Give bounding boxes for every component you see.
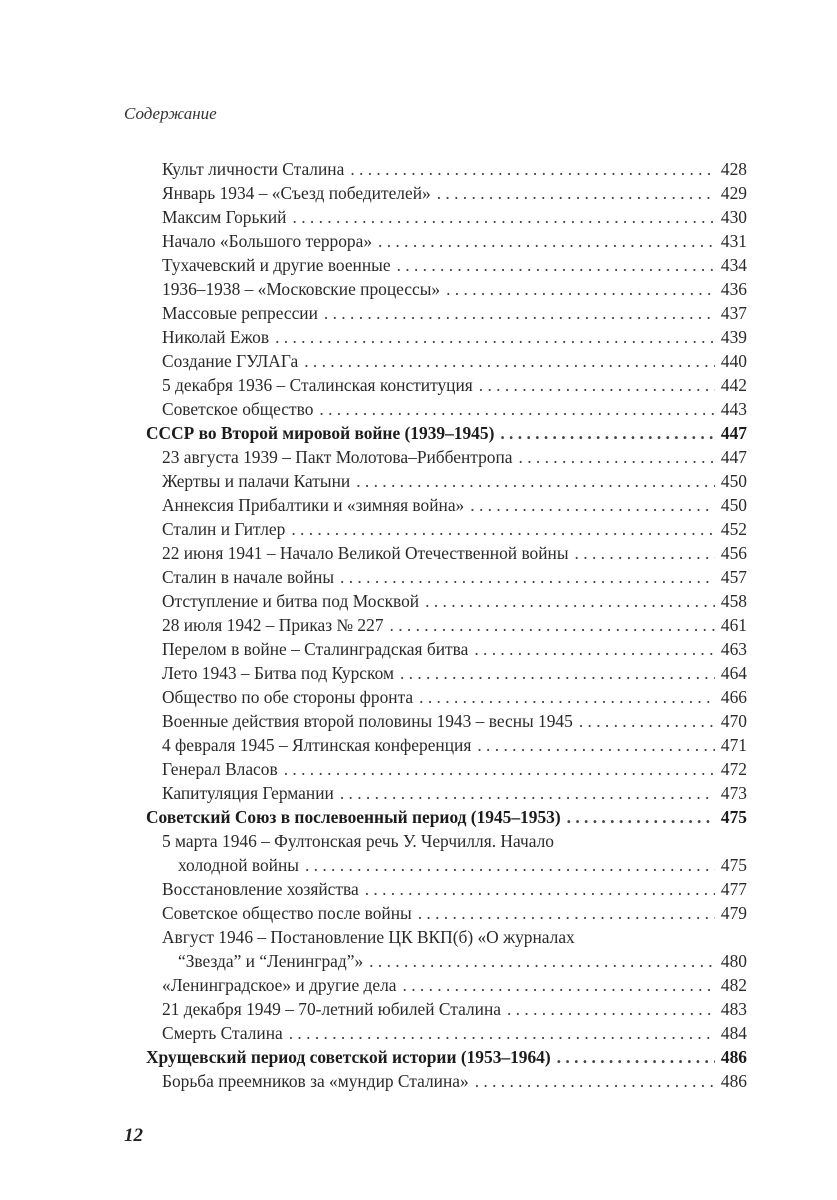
toc-entry-title: холодной войны [178, 855, 299, 875]
toc-entry-page: 479 [720, 903, 747, 923]
toc-entry-title: Советское общество после войны [162, 903, 412, 923]
toc-entry-title: Советское общество [162, 399, 314, 419]
toc-entry[interactable] [146, 181, 747, 205]
toc-entry[interactable] [146, 733, 747, 757]
toc-entry[interactable] [146, 949, 747, 973]
dot-leader [567, 805, 715, 829]
toc-entry-title: 21 декабря 1949 – 70-летний юбилей Сталина [162, 999, 501, 1019]
toc-entry[interactable] [146, 541, 747, 565]
toc-entry-page: 477 [720, 879, 747, 899]
toc-entry-title: Лето 1943 – Битва под Курском [162, 663, 394, 683]
dot-leader [477, 733, 715, 757]
dot-leader [291, 517, 715, 541]
toc-entry[interactable] [146, 325, 747, 349]
toc-entry[interactable] [146, 829, 747, 853]
toc-entry[interactable] [146, 445, 747, 469]
toc-entry-page: 480 [720, 951, 747, 971]
dot-leader [319, 397, 715, 421]
dot-leader [418, 901, 715, 925]
toc-entry[interactable] [146, 397, 747, 421]
toc-entry[interactable] [146, 709, 747, 733]
toc-entry-page: 440 [720, 351, 747, 371]
toc-entry-title: Советский Союз в послевоенный период (1945–1953) [146, 807, 561, 827]
toc-entry[interactable] [146, 901, 747, 925]
toc-entry-title: 5 марта 1946 – Фултонская речь У. Черчилля. Начало [162, 831, 554, 851]
dot-leader [397, 253, 715, 277]
toc-entry-title: Тухачевский и другие военные [162, 255, 391, 275]
toc-part-entry[interactable] [146, 421, 747, 445]
toc-entry-page: 472 [720, 759, 747, 779]
dot-leader [350, 157, 715, 181]
toc-entry[interactable] [146, 301, 747, 325]
toc-entry[interactable] [146, 781, 747, 805]
dot-leader [378, 229, 715, 253]
toc-entry-title: 1936–1938 – «Московские процессы» [162, 279, 441, 299]
toc-entry-title: «Ленинградское» и другие дела [162, 975, 397, 995]
toc-entry[interactable] [146, 637, 747, 661]
toc-entry-page: 475 [720, 807, 747, 827]
toc-entry-title: “Звезда” и “Ленинград”» [178, 951, 364, 971]
toc-entry[interactable] [146, 613, 747, 637]
dot-leader [403, 973, 716, 997]
toc-entry-page: 475 [720, 855, 747, 875]
toc-entry-title: Отступление и битва под Москвой [162, 591, 420, 611]
toc-entry-title: Восстановление хозяйства [162, 879, 359, 899]
toc-entry-title: Николай Ежов [162, 327, 270, 347]
dot-leader [365, 877, 715, 901]
toc-entry-title: Перелом в войне – Сталинградская битва [162, 639, 469, 659]
toc-entry[interactable] [146, 853, 747, 877]
page-number: 12 [124, 1125, 143, 1146]
toc-entry-title: Культ личности Сталина [162, 159, 345, 179]
toc-entry[interactable] [146, 589, 747, 613]
toc-entry-title: Август 1946 – Постановление ЦК ВКП(б) «О журналах [162, 927, 575, 947]
dot-leader [356, 469, 715, 493]
toc-entry[interactable] [146, 373, 747, 397]
toc-entry-title: Начало «Большого террора» [162, 231, 373, 251]
toc-entry-title: СССР во Второй мировой войне (1939–1945) [146, 423, 495, 443]
dot-leader [369, 949, 715, 973]
toc-entry[interactable] [146, 1069, 747, 1093]
dot-leader [400, 661, 715, 685]
toc-entry[interactable] [146, 277, 747, 301]
dot-leader [289, 1021, 715, 1045]
toc-entry[interactable] [146, 973, 747, 997]
toc-part-entry[interactable] [146, 1045, 747, 1069]
dot-leader [579, 709, 715, 733]
toc-entry-page: 439 [720, 327, 747, 347]
toc-entry-page: 437 [720, 303, 747, 323]
toc-entry-page: 483 [720, 999, 747, 1019]
toc-entry-title: 5 декабря 1936 – Сталинская конституция [162, 375, 473, 395]
dot-leader [557, 1045, 715, 1069]
toc-entry[interactable] [146, 517, 747, 541]
toc-entry-title: 22 июня 1941 – Начало Великой Отечественной войны [162, 543, 569, 563]
toc-entry-title: Жертвы и палачи Катыни [162, 471, 351, 491]
toc-entry-page: 457 [720, 567, 747, 587]
toc-entry-title: Борьба преемников за «мундир Сталина» [162, 1071, 469, 1091]
dot-leader [446, 277, 715, 301]
toc-entry-page: 486 [720, 1047, 747, 1067]
dot-leader [507, 997, 715, 1021]
toc-entry-page: 443 [720, 399, 747, 419]
toc-entry-title: Генерал Власов [162, 759, 278, 779]
toc-entry-page: 429 [720, 183, 747, 203]
dot-leader [284, 757, 715, 781]
dot-leader [293, 205, 716, 229]
toc-entry-page: 442 [720, 375, 747, 395]
dot-leader [340, 565, 715, 589]
toc-entry-page: 466 [720, 687, 747, 707]
dot-leader [419, 685, 715, 709]
toc-entry-page: 431 [720, 231, 747, 251]
toc-entry[interactable] [146, 997, 747, 1021]
table-of-contents [146, 157, 747, 1093]
toc-entry-title: Капитуляция Германии [162, 783, 334, 803]
toc-entry-page: 456 [720, 543, 747, 563]
toc-entry-page: 484 [720, 1023, 747, 1043]
toc-entry-page: 463 [720, 639, 747, 659]
toc-entry-page: 486 [720, 1071, 747, 1091]
toc-entry-page: 434 [720, 255, 747, 275]
toc-entry[interactable] [146, 757, 747, 781]
toc-entry-title: Массовые репрессии [162, 303, 318, 323]
toc-entry-page: 430 [720, 207, 747, 227]
toc-entry-page: 471 [720, 735, 747, 755]
toc-entry-page: 461 [720, 615, 747, 635]
dot-leader [390, 613, 715, 637]
toc-entry-page: 447 [720, 447, 747, 467]
toc-entry-page: 473 [720, 783, 747, 803]
toc-entry-page: 452 [720, 519, 747, 539]
toc-entry-title: Сталин в начале войны [162, 567, 335, 587]
toc-entry[interactable] [146, 349, 747, 373]
toc-entry-title: Январь 1934 – «Съезд победителей» [162, 183, 431, 203]
toc-entry-title: 28 июля 1942 – Приказ № 227 [162, 615, 384, 635]
toc-entry[interactable] [146, 253, 747, 277]
toc-entry-page: 447 [720, 423, 747, 443]
toc-entry[interactable] [146, 565, 747, 589]
toc-entry[interactable] [146, 661, 747, 685]
dot-leader [275, 325, 715, 349]
toc-entry[interactable] [146, 205, 747, 229]
toc-entry[interactable] [146, 1021, 747, 1045]
dot-leader [305, 853, 715, 877]
toc-entry-title: Аннексия Прибалтики и «зимняя война» [162, 495, 465, 515]
toc-entry-title: 4 февраля 1945 – Ялтинская конференция [162, 735, 472, 755]
dot-leader [425, 589, 715, 613]
toc-entry-title: Военные действия второй половины 1943 – весны 1945 [162, 711, 573, 731]
toc-entry-page: 450 [720, 471, 747, 491]
toc-entry-page: 428 [720, 159, 747, 179]
toc-entry-title: Общество по обе стороны фронта [162, 687, 414, 707]
dot-leader [519, 445, 715, 469]
dot-leader [474, 637, 715, 661]
toc-entry-title: Сталин и Гитлер [162, 519, 286, 539]
toc-entry-title: 23 августа 1939 – Пакт Молотова–Риббентропа [162, 447, 513, 467]
toc-entry[interactable] [146, 877, 747, 901]
toc-entry-page: 458 [720, 591, 747, 611]
dot-leader [575, 541, 715, 565]
toc-entry-page: 470 [720, 711, 747, 731]
toc-entry[interactable] [146, 229, 747, 253]
toc-entry-title: Смерть Сталина [162, 1023, 283, 1043]
toc-entry[interactable] [146, 469, 747, 493]
toc-entry-page: 436 [720, 279, 747, 299]
toc-entry-title: Хрущевский период советской истории (1953–1964) [146, 1047, 551, 1067]
running-head: Содержание [124, 104, 217, 123]
toc-entry[interactable] [146, 493, 747, 517]
dot-leader [500, 421, 715, 445]
toc-entry[interactable] [146, 925, 747, 949]
dot-leader [437, 181, 715, 205]
toc-entry-title: Создание ГУЛАГа [162, 351, 299, 371]
toc-entry-page: 482 [720, 975, 747, 995]
dot-leader [470, 493, 715, 517]
toc-entry-page: 464 [720, 663, 747, 683]
dot-leader [340, 781, 715, 805]
toc-entry[interactable] [146, 157, 747, 181]
dot-leader [475, 1069, 715, 1093]
toc-entry-title: Максим Горький [162, 207, 287, 227]
toc-entry[interactable] [146, 685, 747, 709]
dot-leader [324, 301, 715, 325]
dot-leader [479, 373, 715, 397]
toc-part-entry[interactable] [146, 805, 747, 829]
dot-leader [304, 349, 715, 373]
toc-entry-page: 450 [720, 495, 747, 515]
